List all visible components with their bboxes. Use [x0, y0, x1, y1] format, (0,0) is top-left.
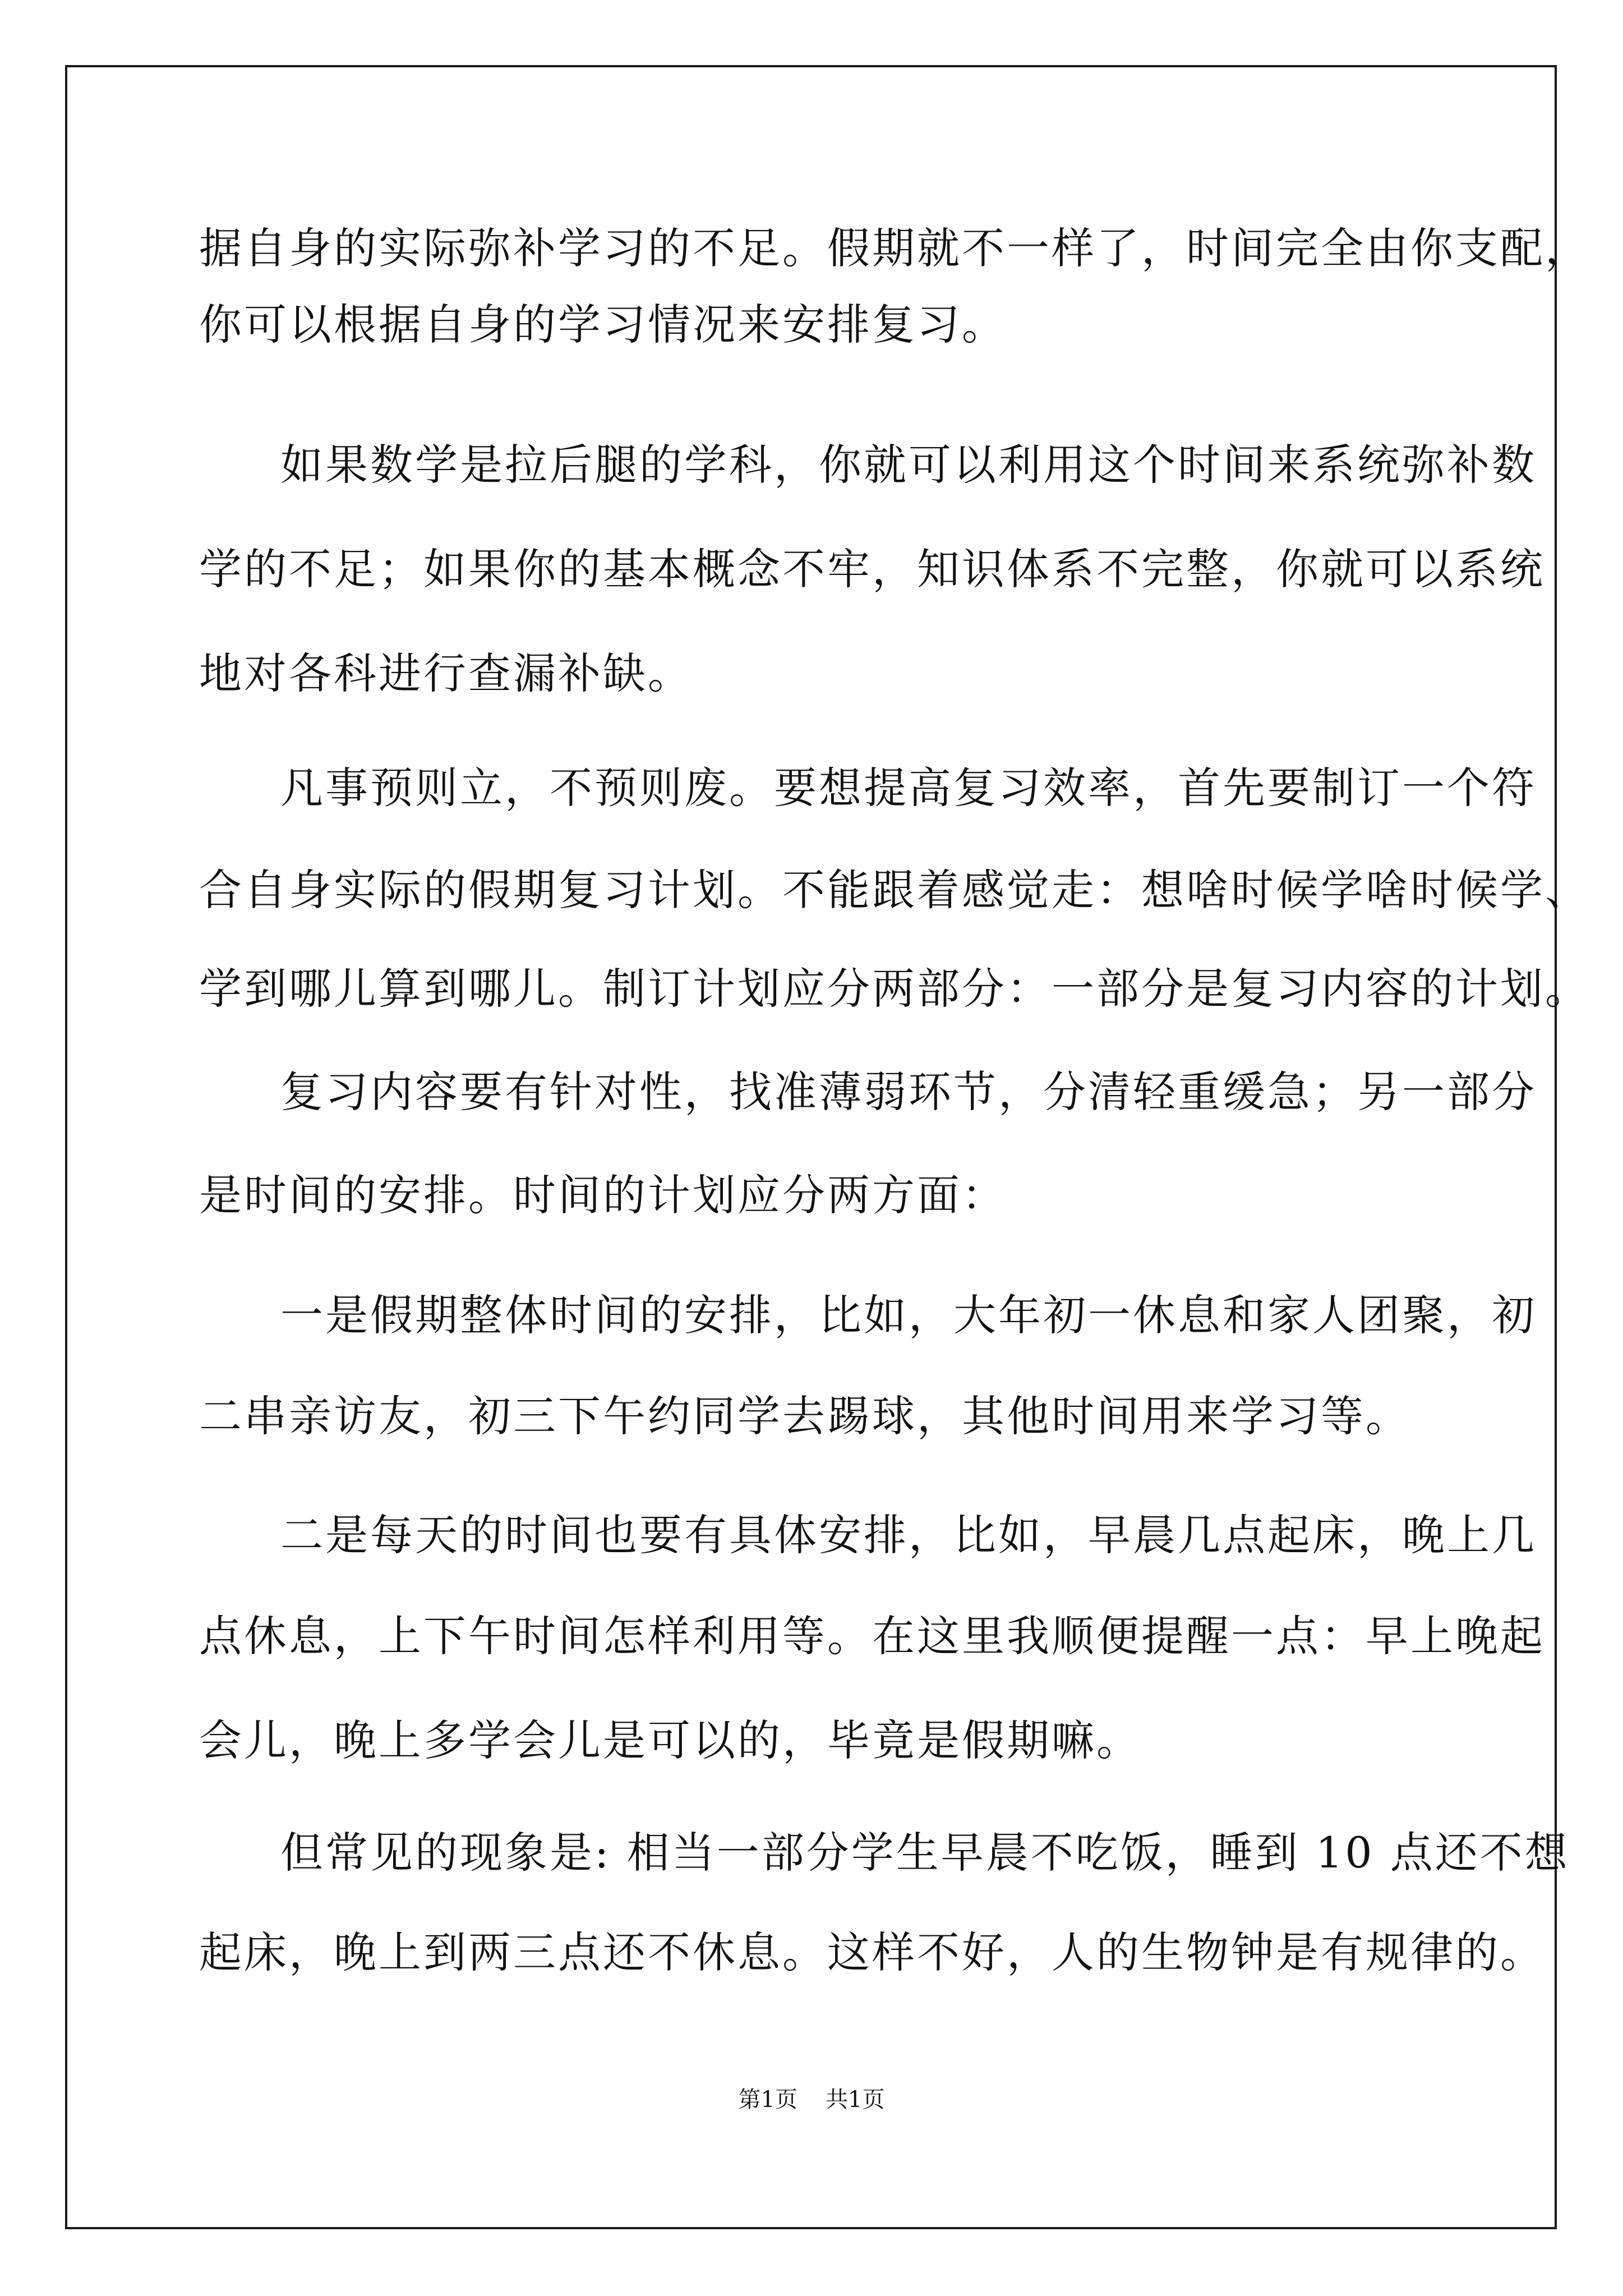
text-line: 合自身实际的假期复习计划。不能跟着感觉走：想啥时候学啥时候学、 [199, 865, 1590, 915]
text-line: 地对各科进行查漏补缺。 [199, 648, 693, 698]
paragraph-start-line: 但常见的现象是: 相当一部分学生早晨不吃饭，睡到 10 点还不想 [280, 1828, 1570, 1878]
text-line: 是时间的安排。时间的计划应分两方面： [199, 1170, 1007, 1220]
page-number: 第1页 [738, 2087, 797, 2113]
paragraph-start-line: 凡事预则立，不预则废。要想提高复习效率，首先要制订一个符 [280, 763, 1537, 813]
text-line: 起床，晚上到两三点还不休息。这样不好，人的生物钟是有规律的。 [199, 1927, 1545, 1977]
text-line: 学的不足；如果你的基本概念不牢，知识体系不完整，你就可以系统 [199, 544, 1545, 594]
text-line: 学到哪儿算到哪儿。制订计划应分两部分：一部分是复习内容的计划。 [199, 964, 1590, 1014]
paragraph-start-line: 一是假期整体时间的安排，比如，大年初一休息和家人团聚，初 [280, 1290, 1537, 1340]
text-line: 你可以根据自身的学习情况来安排复习。 [199, 300, 1007, 349]
page-footer [0, 2086, 1623, 2114]
text-line: 点休息，上下午时间怎样利用等。在这里我顺便提醒一点：早上晚起 [199, 1611, 1545, 1661]
page-total: 共1页 [826, 2087, 885, 2113]
text-line: 二串亲访友，初三下午约同学去踢球，其他时间用来学习等。 [199, 1391, 1410, 1441]
paragraph-start-line: 二是每天的时间也要有具体安排，比如，早晨几点起床，晚上几 [280, 1510, 1537, 1560]
paragraph-start-line: 如果数学是拉后腿的学科，你就可以利用这个时间来系统弥补数 [280, 440, 1537, 490]
paragraph-start-line: 复习内容要有针对性，找准薄弱环节，分清轻重缓急；另一部分 [280, 1067, 1537, 1117]
text-line: 会儿，晚上多学会儿是可以的，毕竟是假期嘛。 [199, 1715, 1141, 1765]
text-line: 据自身的实际弥补学习的不足。假期就不一样了，时间完全由你支配， [199, 223, 1590, 273]
page-border [65, 65, 1557, 2229]
